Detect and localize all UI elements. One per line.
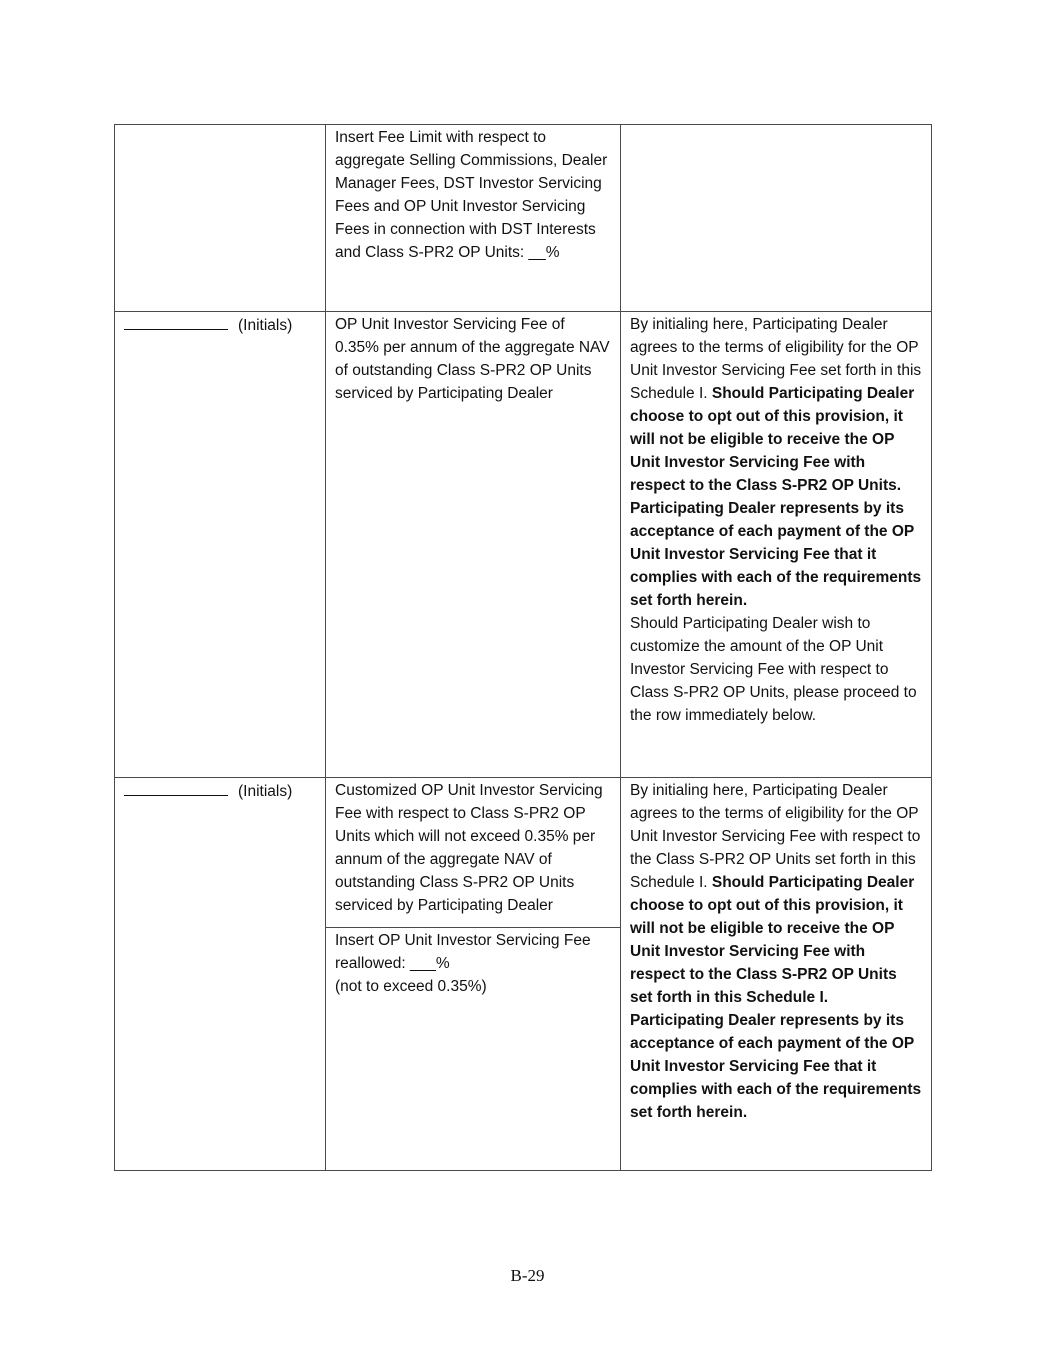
table-row (115, 125, 932, 312)
terms-outro: Should Participating Dealer wish to customize the amount of the OP Unit Investor Servicing Fee with respect to Class S-PR2 OP Units, please proceed to the row immediately below. (630, 615, 917, 724)
table-row (115, 778, 932, 1171)
terms-bold: Should Participating Dealer choose to opt out of this provision, it will not be eligible to receive the OP Unit Investor Servicing Fee with respect to the Class S-PR2 OP Units. Participating Dealer represents by its acceptance of each payment of the OP Unit Investor Servicing Fee that it complies with each of the requirements set forth herein. (630, 385, 922, 609)
table-row (115, 312, 932, 778)
terms-cell (621, 312, 932, 778)
terms-cell-empty (621, 125, 932, 312)
terms-text (621, 312, 931, 727)
terms-bold: Should Participating Dealer choose to opt out of this provision, it will not be eligible to receive the OP Unit Investor Servicing Fee with respect to the Class S-PR2 OP Units set forth in this Schedule I. Participating Dealer represents by its acceptance of each payment of the OP Unit Investor Servicing Fee that it complies with each of the requirements set forth herein. (630, 874, 922, 1121)
custom-fee-description: Customized OP Unit Investor Servicing Fee with respect to Class S-PR2 OP Units which will not exceed 0.35% per annum of the aggregate NAV of outstanding Class S-PR2 OP Units serviced by Participating Dealer (335, 782, 603, 914)
reallowed-fee-limit-note: (not to exceed 0.35%) (335, 978, 487, 995)
fee-limit-cell (326, 125, 621, 312)
custom-fee-cell (326, 778, 621, 1171)
fee-description-cell (326, 312, 621, 778)
fee-description-text: OP Unit Investor Servicing Fee of 0.35% per annum of the aggregate NAV of outstanding Class S-PR2 OP Units serviced by Participating Dealer (335, 316, 610, 402)
initials-cell (115, 778, 326, 1171)
initials-blank-line[interactable] (124, 779, 228, 796)
initials-label: (Initials) (238, 317, 293, 334)
terms-intro: By initialing here, Participating Dealer agrees to the terms of eligibility for the OP Unit Investor Servicing Fee with respect to the Class S-PR2 OP Units set forth in this Schedule I. (630, 782, 921, 891)
reallowed-fee-input-line[interactable]: Insert OP Unit Investor Servicing Fee reallowed: ___% (335, 932, 591, 972)
reallowed-fee-block (326, 927, 620, 998)
initials-cell-empty (115, 125, 326, 312)
initials-blank-line[interactable] (124, 313, 228, 330)
schedule-table (114, 124, 932, 1171)
page-number: B-29 (510, 1266, 545, 1285)
terms-intro: By initialing here, Participating Dealer agrees to the terms of eligibility for the OP Unit Investor Servicing Fee set forth in this Schedule I. (630, 316, 922, 402)
terms-text (621, 778, 931, 1124)
terms-cell (621, 778, 932, 1171)
initials-label: (Initials) (238, 783, 293, 800)
fee-limit-text: Insert Fee Limit with respect to aggregate Selling Commissions, Dealer Manager Fees, DST Investor Servicing Fees and OP Unit Investor Servicing Fees in connection with DST Interests and Class S-PR2 OP Units: __% (335, 129, 608, 261)
initials-cell (115, 312, 326, 778)
